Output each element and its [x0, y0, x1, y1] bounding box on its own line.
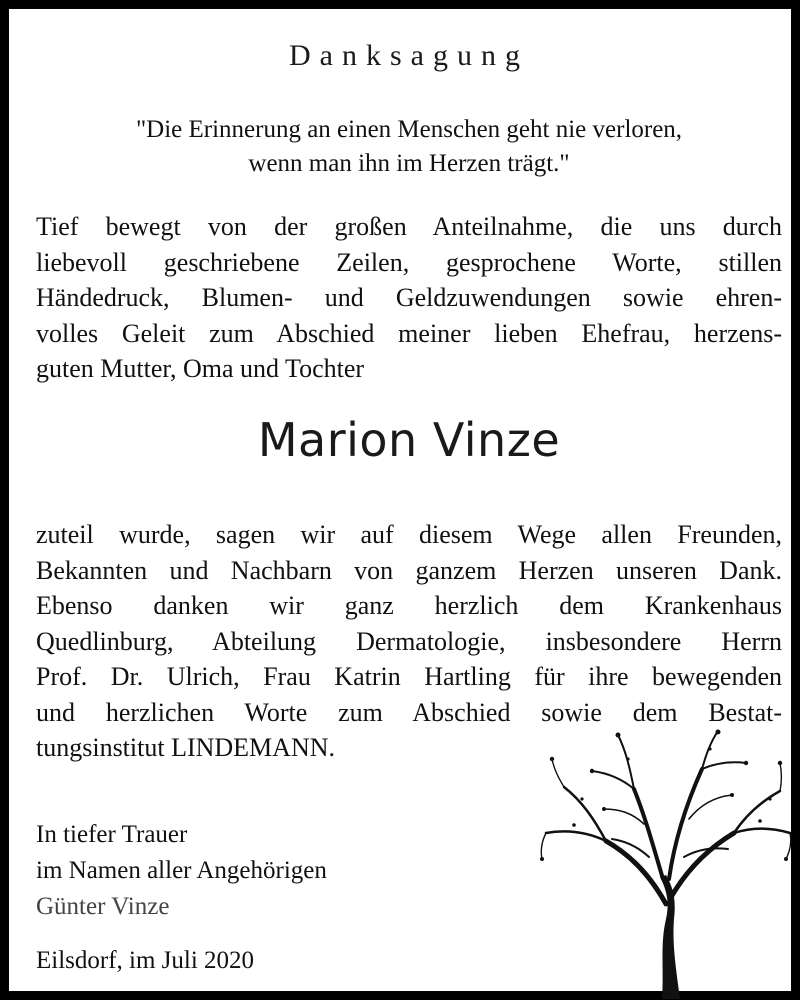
place-date: Eilsdorf, im Juli 2020 — [36, 947, 255, 974]
tree-silhouette-icon — [534, 729, 794, 999]
paragraph-line: Händedruck, Blumen- und Geldzuwendungen sowie ehren- — [36, 283, 782, 312]
paragraph-line: zuteil wurde, sagen wir auf diesem Wege allen Freunden, — [36, 520, 782, 549]
paragraph-line: Ebenso danken wir ganz herzlich dem Krankenhaus — [36, 591, 782, 620]
paragraph-line: guten Mutter, Oma und Tochter — [36, 354, 365, 383]
quote-line-2: wenn man ihn im Herzen trägt." — [248, 150, 570, 177]
paragraph-line: Prof. Dr. Ulrich, Frau Katrin Hartling für ihre bewegenden — [36, 662, 782, 691]
quote-line-1: "Die Erinnerung an einen Menschen geht nie verloren, — [135, 116, 683, 143]
thanks-paragraph-1 — [36, 209, 782, 387]
paragraph-line: Quedlinburg, Abteilung Dermatologie, insbesondere Herrn — [36, 626, 782, 656]
closing-block — [36, 817, 327, 925]
paragraph-line: liebevoll geschriebene Zeilen, gesprochene Worte, stillen — [36, 247, 782, 277]
deceased-name: Marion Vinze — [257, 413, 561, 467]
paragraph-line: und herzlichen Worte zum Abschied sowie dem Bestat- — [36, 697, 782, 727]
paragraph-line: Tief bewegt von der großen Anteilnahme, die uns durch — [36, 212, 782, 241]
paragraph-line: volles Geleit zum Abschied meiner lieben Ehefrau, herzens- — [36, 318, 782, 348]
closing-line-1: In tiefer Trauer — [36, 821, 188, 848]
signer-name: Günter Vinze — [36, 893, 170, 920]
quote — [49, 113, 769, 181]
paragraph-line: tungsinstitut LINDEMANN. — [36, 733, 335, 762]
closing-line-2: im Namen aller Angehörigen — [36, 857, 327, 884]
paragraph-line: Bekannten und Nachbarn von ganzem Herzen unseren Dank. — [36, 555, 782, 585]
heading: Danksagung — [289, 39, 529, 72]
